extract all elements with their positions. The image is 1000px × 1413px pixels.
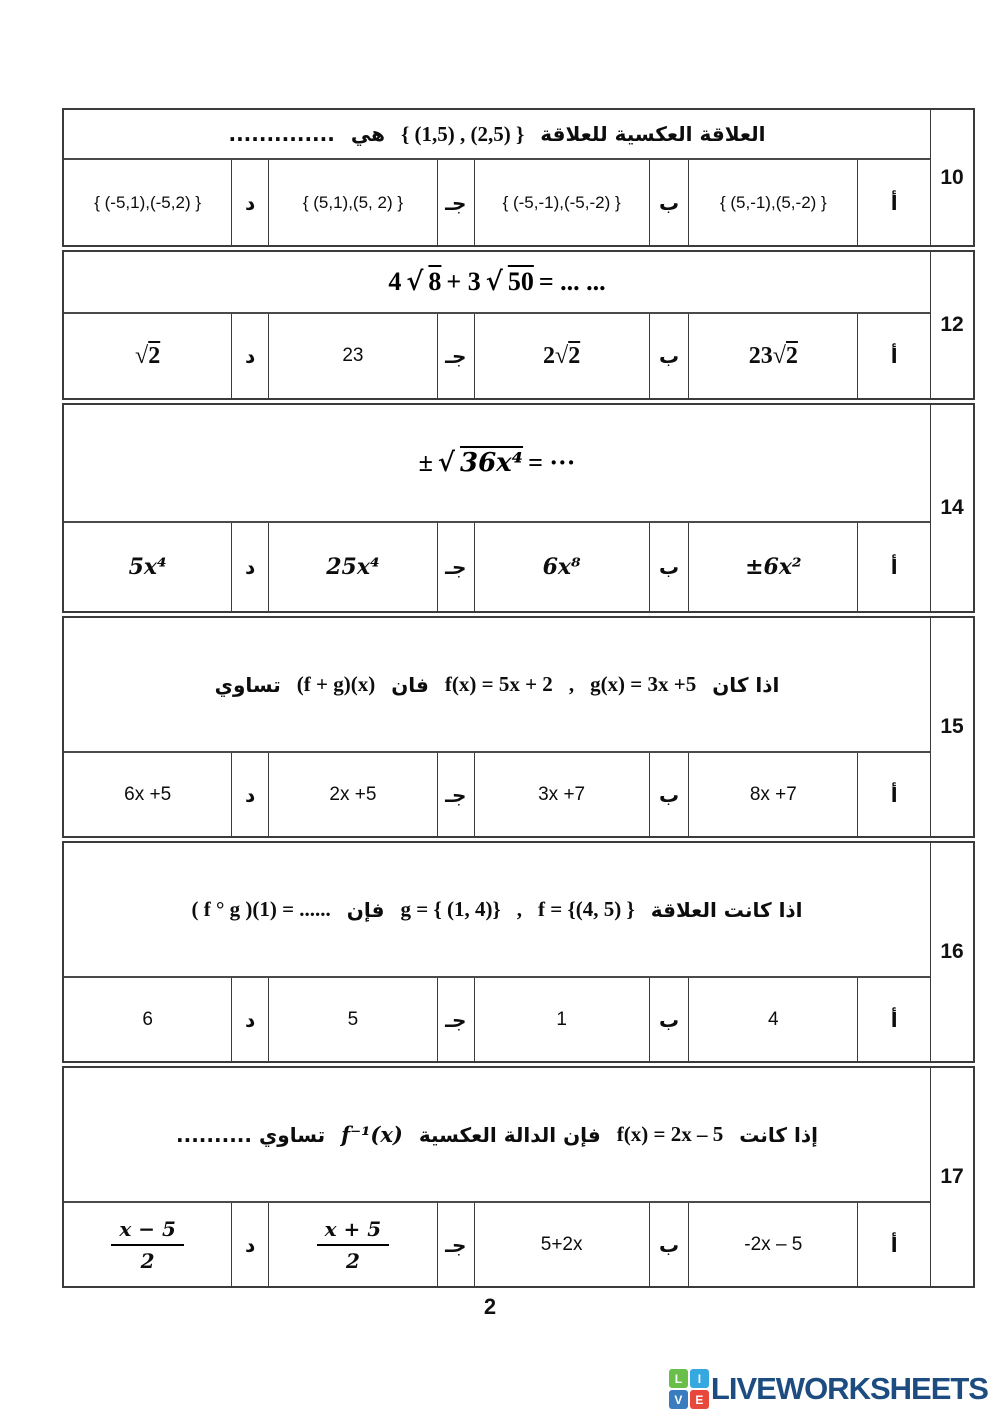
- option-letter-a: [857, 314, 930, 398]
- radicand: 50: [507, 267, 534, 296]
- question-math: { (1,5) , (2,5) }: [400, 121, 525, 146]
- option-text: 23: [342, 345, 364, 366]
- option-letter-d: [231, 1203, 268, 1286]
- option-text: 3x +7: [538, 783, 586, 805]
- option-text: 25x⁴: [326, 554, 380, 580]
- option-letter-a: [857, 160, 930, 245]
- option-text: 5+2x: [540, 1233, 583, 1255]
- letter-label: د: [244, 1007, 256, 1032]
- question-math: f(x) = 5x + 2: [444, 672, 553, 696]
- option-value-j-16[interactable]: [268, 978, 437, 1061]
- question-arabic: فإن: [346, 897, 385, 922]
- logo-tiles-icon: [669, 1369, 709, 1409]
- fraction-option: [317, 1217, 390, 1273]
- letter-label: د: [244, 1232, 256, 1257]
- question-math: g(x) = 3x +5: [590, 672, 697, 696]
- question-arabic: إذا كانت: [739, 1122, 818, 1147]
- option-text: √2: [135, 342, 161, 369]
- question-block-17: [62, 1066, 975, 1288]
- comma: ,: [516, 897, 522, 921]
- page-number: 2: [483, 1294, 497, 1319]
- letter-label: ب: [658, 344, 680, 368]
- question-block-12: [62, 250, 975, 400]
- question-arabic: فإن الدالة العكسية: [418, 1122, 601, 1147]
- radical-sign: √: [437, 448, 455, 478]
- question-arabic: هي: [350, 122, 385, 146]
- options-row-10: [64, 160, 930, 245]
- option-text: 5: [347, 1008, 359, 1030]
- number-label: 15: [940, 715, 964, 738]
- question-text-17: [64, 1068, 930, 1203]
- option-value-b-10[interactable]: [474, 160, 649, 245]
- question-arabic: اذا كانت العلاقة: [650, 897, 803, 922]
- radical-sign: √: [406, 267, 424, 297]
- question-block-15: [62, 616, 975, 838]
- option-value-b-17[interactable]: [474, 1203, 649, 1286]
- math-equals-dots: = ... ...: [538, 267, 606, 296]
- liveworksheets-logo[interactable]: [669, 1369, 988, 1409]
- letter-label: د: [244, 555, 256, 579]
- question-number-15: [930, 618, 973, 836]
- option-letter-j: [437, 753, 474, 836]
- option-text: { (-5,1),(-5,2) }: [94, 192, 202, 212]
- option-value-d-16[interactable]: [64, 978, 231, 1061]
- option-text: 5x⁴: [128, 554, 167, 580]
- letter-label: ب: [658, 555, 680, 579]
- option-letter-d: [231, 753, 268, 836]
- number-label: 10: [940, 165, 964, 189]
- logo-tile-i: I: [690, 1369, 709, 1388]
- option-text: -2x – 5: [744, 1233, 803, 1255]
- logo-tile-l: L: [669, 1369, 688, 1388]
- option-value-d-14[interactable]: [64, 523, 231, 611]
- letter-label: د: [244, 344, 256, 368]
- option-value-b-16[interactable]: [474, 978, 649, 1061]
- number-label: 12: [940, 313, 964, 336]
- letter-label: جـ: [445, 190, 467, 215]
- letter-label: ب: [658, 190, 680, 215]
- question-text-16: [64, 843, 930, 978]
- option-letter-j: [437, 978, 474, 1061]
- option-value-a-17[interactable]: [688, 1203, 857, 1286]
- math-coefficient: + 3: [446, 267, 481, 296]
- option-text: { (5,-1),(5,-2) }: [719, 192, 827, 212]
- letter-label: د: [244, 782, 256, 807]
- option-letter-d: [231, 160, 268, 245]
- logo-tile-e: E: [690, 1390, 709, 1409]
- option-value-j-10[interactable]: [268, 160, 437, 245]
- number-label: 17: [940, 1165, 964, 1188]
- question-math: ( f ° g )(1) = ......: [191, 897, 331, 921]
- question-text-12: [64, 252, 930, 314]
- option-text: 6x⁸: [542, 554, 581, 580]
- option-letter-a: [857, 1203, 930, 1286]
- question-number-14: [930, 405, 973, 611]
- question-block-16: [62, 841, 975, 1063]
- question-arabic: اذا كان: [712, 672, 780, 697]
- option-value-j-17[interactable]: [268, 1203, 437, 1286]
- options-row-14: [64, 523, 930, 611]
- question-number-12: [930, 252, 973, 398]
- option-text: 6x +5: [124, 783, 172, 805]
- plus-minus-sign: ±: [418, 448, 433, 477]
- question-math: g = { (1, 4)}: [400, 897, 501, 921]
- option-value-j-14[interactable]: [268, 523, 437, 611]
- fraction-denominator: 2: [345, 1248, 360, 1273]
- question-arabic: العلاقة العكسية للعلاقة: [540, 122, 766, 146]
- letter-label: ب: [658, 782, 680, 807]
- question-text-10: [64, 110, 930, 160]
- radicand: 36x⁴: [459, 448, 524, 478]
- option-value-b-12[interactable]: [474, 314, 649, 398]
- option-text: 2x +5: [329, 783, 377, 805]
- letter-label: جـ: [445, 1007, 467, 1032]
- option-text: 23√2: [748, 342, 798, 369]
- question-math: f(x) = 2x – 5: [616, 1122, 724, 1146]
- question-block-10: [62, 108, 975, 247]
- question-block-14: [62, 403, 975, 613]
- option-text: ±6x²: [745, 554, 802, 580]
- option-text: 1: [556, 1008, 567, 1030]
- question-math: f = {(4, 5) }: [538, 897, 635, 921]
- letter-label: أ: [890, 1232, 898, 1257]
- question-number-10: [930, 110, 973, 245]
- letter-label: أ: [890, 555, 898, 579]
- math-equals-dots: = ···: [528, 448, 576, 477]
- letter-label: جـ: [445, 1232, 467, 1257]
- option-letter-b: [649, 160, 689, 245]
- option-text: { (5,1),(5, 2) }: [302, 192, 404, 212]
- option-value-d-17[interactable]: [64, 1203, 231, 1286]
- logo-tile-v: V: [669, 1390, 688, 1409]
- option-text: 2√2: [543, 342, 581, 369]
- option-letter-j: [437, 1203, 474, 1286]
- math-coefficient: 4: [388, 267, 402, 296]
- letter-label: جـ: [445, 782, 467, 807]
- option-letter-a: [857, 753, 930, 836]
- option-letter-b: [649, 523, 689, 611]
- fraction-numerator: x − 5: [111, 1217, 184, 1246]
- option-value-b-14[interactable]: [474, 523, 649, 611]
- option-letter-j: [437, 160, 474, 245]
- option-text: 4: [768, 1008, 779, 1030]
- option-letter-a: [857, 978, 930, 1061]
- letter-label: أ: [890, 782, 898, 807]
- fraction-numerator: x + 5: [317, 1217, 390, 1246]
- letter-label: جـ: [445, 344, 467, 368]
- option-value-j-12[interactable]: [268, 314, 437, 398]
- letter-label: أ: [890, 1007, 898, 1032]
- question-number-16: [930, 843, 973, 1061]
- comma: ,: [568, 672, 575, 696]
- option-value-b-15[interactable]: [474, 753, 649, 836]
- options-row-16: [64, 978, 930, 1061]
- answer-blank-dots: ..............: [228, 122, 335, 146]
- question-arabic: تساوي ..........: [176, 1122, 326, 1147]
- options-row-15: [64, 753, 930, 836]
- number-label: 14: [940, 496, 964, 519]
- option-letter-d: [231, 978, 268, 1061]
- question-text-14: [64, 405, 930, 523]
- option-value-d-12[interactable]: [64, 314, 231, 398]
- question-table: [62, 108, 975, 1291]
- question-arabic: تساوي: [214, 672, 281, 697]
- letter-label: ب: [658, 1232, 680, 1257]
- option-letter-d: [231, 523, 268, 611]
- option-letter-b: [649, 978, 689, 1061]
- inverse-function-notation: f⁻¹(x): [341, 1122, 403, 1147]
- option-value-a-14[interactable]: [688, 523, 857, 611]
- option-letter-b: [649, 314, 689, 398]
- letter-label: ب: [658, 1007, 680, 1032]
- number-label: 16: [940, 940, 964, 963]
- question-math: (f + g)(x): [296, 672, 376, 696]
- letter-label: أ: [890, 190, 898, 215]
- options-row-12: [64, 314, 930, 398]
- letter-label: د: [244, 190, 256, 215]
- question-number-17: [930, 1068, 973, 1286]
- option-value-a-12[interactable]: [688, 314, 857, 398]
- radicand: 8: [428, 267, 442, 296]
- option-letter-b: [649, 753, 689, 836]
- question-text-15: [64, 618, 930, 753]
- logo-wordmark: LIVEWORKSHEETS: [710, 1371, 988, 1406]
- option-value-d-15[interactable]: [64, 753, 231, 836]
- option-value-a-10[interactable]: [688, 160, 857, 245]
- option-letter-j: [437, 314, 474, 398]
- option-letter-d: [231, 314, 268, 398]
- option-value-j-15[interactable]: [268, 753, 437, 836]
- option-letter-j: [437, 523, 474, 611]
- option-letter-b: [649, 1203, 689, 1286]
- option-text: { (-5,-1),(-5,-2) }: [502, 192, 621, 212]
- option-text: 8x +7: [749, 783, 797, 805]
- option-value-a-15[interactable]: [688, 753, 857, 836]
- radical-sign: √: [485, 267, 503, 297]
- letter-label: أ: [890, 344, 898, 368]
- option-value-a-16[interactable]: [688, 978, 857, 1061]
- fraction-option: [111, 1217, 184, 1273]
- options-row-17: [64, 1203, 930, 1286]
- option-value-d-10[interactable]: [64, 160, 231, 245]
- option-text: 6: [142, 1008, 153, 1030]
- question-arabic: فان: [391, 672, 429, 697]
- letter-label: جـ: [445, 555, 467, 579]
- fraction-denominator: 2: [140, 1248, 155, 1273]
- option-letter-a: [857, 523, 930, 611]
